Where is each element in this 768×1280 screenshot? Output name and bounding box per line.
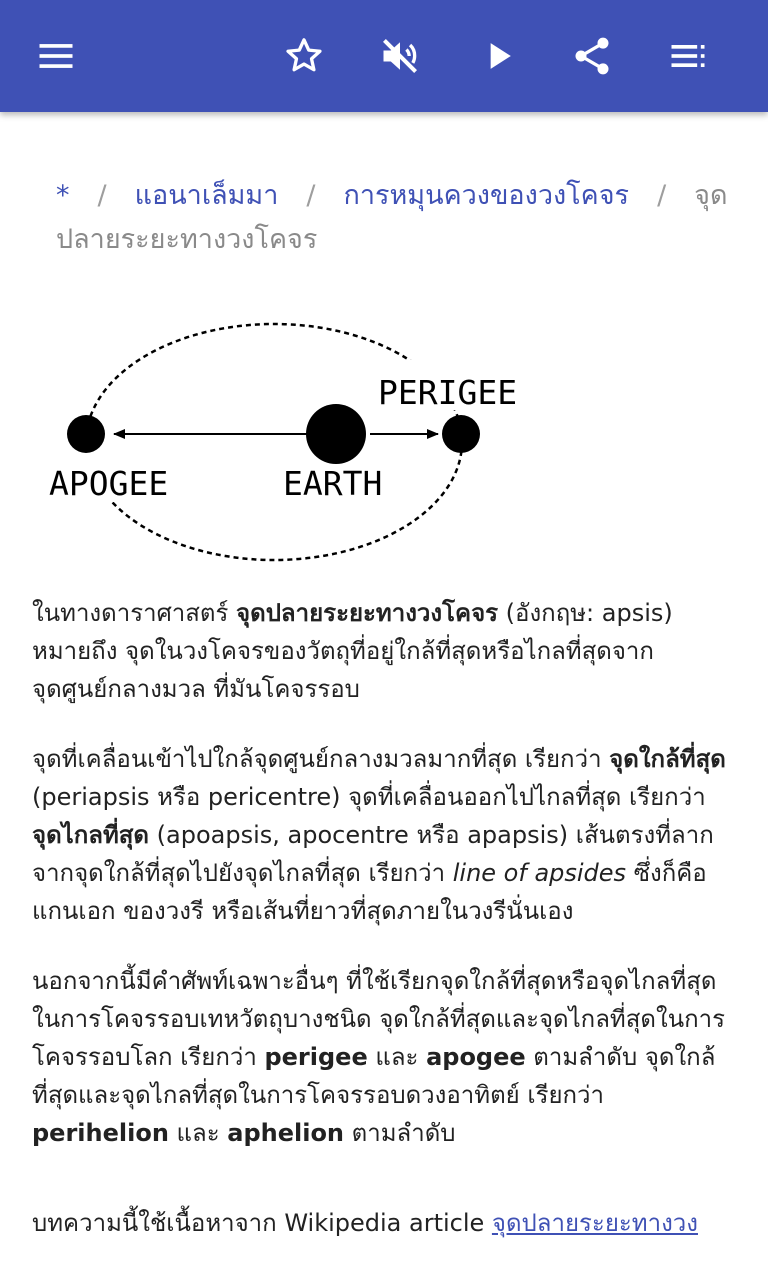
- term-apsis: จุดปลายระยะทางวงโคจร: [236, 599, 499, 627]
- article-content: [0, 112, 768, 1280]
- hamburger-menu-icon: [34, 34, 78, 78]
- paragraph-text: ตามลำดับ จุดใกล้ที่สุดและจุดไกลที่สุดในการโคจรรอบดวงอาทิตย์ เรียกว่า: [32, 1043, 716, 1109]
- term-periapsis: จุดใกล้ที่สุด: [609, 745, 726, 773]
- paragraph-definition: [32, 594, 738, 708]
- paragraph-text: และ: [367, 1043, 427, 1071]
- paragraph-text: ในทางดาราศาสตร์: [32, 599, 237, 627]
- paragraph-text: (อังกฤษ: apsis) หมายถึง จุดในวงโคจรของวัตถุที่อยู่ใกล้ที่สุดหรือไกลที่สุดจากจุดศูนย์กลางมวล ที่มันโคจรรอบ: [32, 599, 673, 703]
- menu-button[interactable]: [26, 26, 86, 86]
- breadcrumb-separator: /: [97, 180, 107, 211]
- contents-button[interactable]: [658, 26, 718, 86]
- term-apogee: apogee: [426, 1043, 526, 1071]
- breadcrumb-item-analemma[interactable]: แอนาเล็มมา: [134, 180, 279, 211]
- breadcrumb-item-home[interactable]: *: [56, 180, 70, 211]
- term-aphelion: aphelion: [227, 1119, 345, 1147]
- paragraph-periapsis: [32, 740, 738, 930]
- star-outline-icon: [282, 34, 326, 78]
- paragraph-text: และ: [168, 1119, 228, 1147]
- paragraph-text: นอกจากนี้มีคำศัพท์เฉพาะอื่นๆ ที่ใช้เรียกจุดใกล้ที่สุดหรือจุดไกลที่สุดในการโคจรรอบเทหวัตถุบางชนิด จุดใกล้ที่สุดและจุดไกลที่สุดในการโคจรรอบโลก เรียกว่า: [32, 967, 725, 1071]
- article-body: [32, 594, 738, 1242]
- play-icon: [476, 34, 520, 78]
- bookmark-button[interactable]: [274, 26, 334, 86]
- term-perihelion: perihelion: [32, 1119, 169, 1147]
- breadcrumb: [56, 174, 736, 262]
- attribution-text: บทความนี้ใช้เนื้อหาจาก Wikipedia article: [32, 1209, 492, 1237]
- earth-point: [306, 404, 366, 464]
- orbit-ellipse: [86, 324, 462, 560]
- paragraph-text: ซึ่งก็คือ แกนเอก ของวงรี หรือเส้นที่ยาวที่สุดภายในวงรีนั่นเอง: [32, 859, 707, 925]
- term-apoapsis: จุดไกลที่สุด: [32, 821, 150, 849]
- breadcrumb-separator: /: [306, 180, 316, 211]
- volume-off-icon: [378, 34, 422, 78]
- paragraph-text: ตามลำดับ: [344, 1119, 456, 1147]
- perigee-point: [442, 415, 480, 453]
- app-toolbar: [0, 0, 768, 112]
- source-attribution: [32, 1204, 738, 1242]
- wikipedia-article-link[interactable]: จุดปลายระยะทางวง: [491, 1209, 698, 1237]
- play-button[interactable]: [468, 26, 528, 86]
- perigee-label: PERIGEE: [378, 373, 518, 412]
- apogee-point: [67, 415, 105, 453]
- paragraph-text: (apoapsis, apocentre หรือ apapsis) เส้นตรงที่ลากจากจุดใกล้ที่สุดไปยังจุดไกลที่สุด เรียกว่า: [32, 821, 714, 887]
- paragraph-other-terms: [32, 962, 738, 1152]
- paragraph-text: (periapsis หรือ pericentre) จุดที่เคลื่อนออกไปไกลที่สุด เรียกว่า: [32, 783, 706, 811]
- share-icon: [570, 34, 614, 78]
- breadcrumb-separator: /: [657, 180, 667, 211]
- earth-label: EARTH: [283, 464, 383, 503]
- apogee-label: APOGEE: [49, 464, 169, 503]
- breadcrumb-item-orbit-precession[interactable]: การหมุนควงของวงโคจร: [343, 180, 630, 211]
- term-line-of-apsides: line of apsides: [452, 859, 627, 887]
- breadcrumb-current: จุดปลายระยะทางวงโคจร: [56, 180, 728, 255]
- paragraph-text: จุดที่เคลื่อนเข้าไปใกล้จุดศูนย์กลางมวลมากที่สุด เรียกว่า: [32, 745, 610, 773]
- table-of-contents-icon: [666, 34, 710, 78]
- mute-button[interactable]: [370, 26, 430, 86]
- term-perigee: perigee: [264, 1043, 368, 1071]
- share-button[interactable]: [562, 26, 622, 86]
- apsis-diagram: [40, 312, 540, 572]
